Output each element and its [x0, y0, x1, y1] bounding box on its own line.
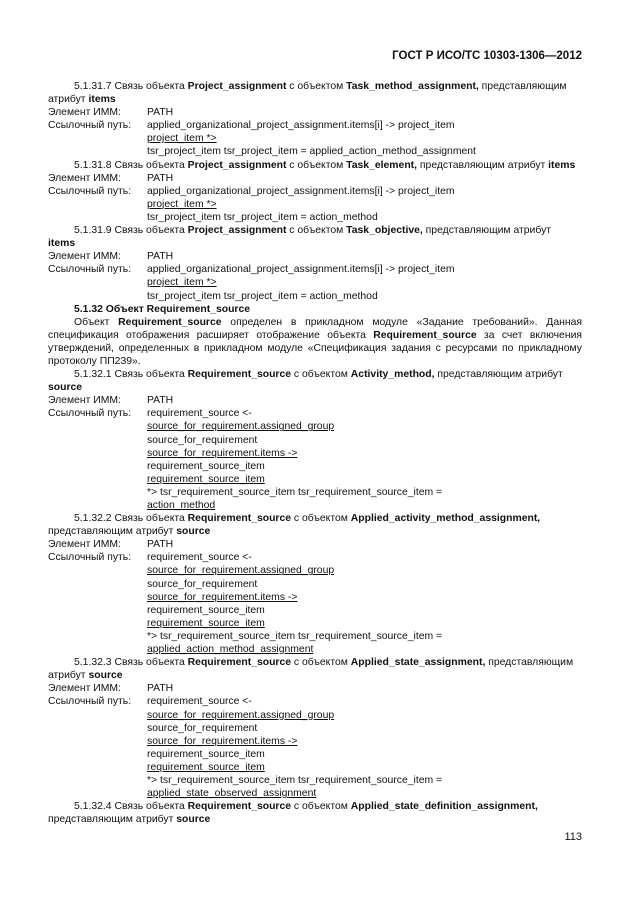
entity-name: Requirement_source — [187, 513, 292, 525]
entity-name: Activity_method, — [350, 369, 435, 381]
section-5-1-32-4 — [48, 800, 582, 826]
text: определен в прикладном модуле «Задание требований». Данная спецификация отображения расширяет отображение объекта — [48, 316, 583, 341]
entity-name: Project_assignment — [187, 159, 287, 171]
imm-label: Элемент ИММ: — [48, 107, 121, 119]
section-5-1-32-2 — [48, 512, 582, 538]
entity-name: Requirement_source — [187, 657, 292, 669]
imm-row — [48, 250, 582, 263]
entity-name: Project_assignment — [187, 81, 287, 92]
text: 5.1.32.1 Связь объекта — [74, 369, 188, 381]
path-line: action_method — [147, 500, 216, 511]
ref-path — [147, 263, 582, 302]
text: 5.1.31.8 Связь объекта — [74, 159, 188, 171]
section-5-1-31-7 — [48, 80, 582, 106]
attribute-name: source — [176, 526, 211, 538]
imm-row — [48, 106, 582, 119]
text: 5.1.32.3 Связь объекта — [74, 657, 188, 669]
text: с объектом — [286, 225, 347, 237]
page-number: 113 — [564, 831, 582, 843]
text: представляющим атрибут — [48, 814, 177, 826]
path-line: source_for_requirement.items -> — [147, 447, 298, 459]
text: с объектом — [291, 657, 351, 669]
ref-label: Ссылочный путь: — [48, 120, 132, 132]
path-line: tsr_project_item tsr_project_item = applied_action_method_assignment — [147, 146, 476, 158]
ref-row — [48, 695, 582, 800]
text: с объектом — [291, 801, 351, 813]
path-line: requirement_source <- — [147, 552, 252, 564]
ref-label: Ссылочный путь: — [48, 264, 132, 276]
text: с объектом — [286, 81, 347, 92]
ref-row — [48, 119, 582, 158]
path-line: requirement_source_item — [147, 617, 265, 629]
entity-name: Requirement_source — [118, 316, 222, 328]
path-line: requirement_source_item — [147, 473, 265, 485]
path-line: *> tsr_requirement_source_item tsr_requirement_source_item = — [147, 630, 443, 642]
ref-row — [48, 407, 582, 512]
imm-value: PATH — [147, 395, 174, 407]
path-line: requirement_source_item — [147, 748, 265, 760]
imm-label: Элемент ИММ: — [48, 395, 121, 407]
path-line: applied_organizational_project_assignment.items[i] -> project_item — [147, 120, 455, 132]
text: за счет включения утверждений, определенных в прикладном модуле «Спецификация задания с ресурсами по прикладному протоколу ПП239». — [48, 329, 582, 367]
path-line: project_item *> — [147, 277, 217, 289]
imm-value: PATH — [147, 107, 174, 119]
imm-row — [48, 172, 582, 185]
path-line: requirement_source_item — [147, 460, 265, 472]
path-line: *> tsr_requirement_source_item tsr_requirement_source_item = — [147, 486, 443, 498]
path-line: *> tsr_requirement_source_item tsr_requirement_source_item = — [147, 774, 443, 786]
text: 5.1.32.4 Связь объекта — [74, 801, 188, 813]
entity-name: Task_method_assignment, — [346, 81, 479, 92]
imm-label: Элемент ИММ: — [48, 172, 121, 184]
path-line: source_for_requirement.assigned_group — [147, 709, 335, 721]
text: 5.1.32.2 Связь объекта — [74, 513, 188, 525]
ref-label: Ссылочный путь: — [48, 185, 132, 197]
attribute-name: items — [548, 159, 576, 171]
ref-path — [147, 695, 582, 800]
entity-name: Applied_state_assignment, — [350, 657, 486, 669]
text: представляющим атрибут — [48, 526, 177, 538]
path-line: source_for_requirement.assigned_group — [147, 421, 335, 433]
path-line: requirement_source_item — [147, 761, 265, 773]
section-5-1-32-heading — [48, 303, 582, 316]
ref-label: Ссылочный путь: — [48, 696, 132, 708]
ref-row — [48, 551, 582, 656]
ref-label: Ссылочный путь: — [48, 552, 132, 564]
path-line: applied_state_observed_assignment — [147, 788, 317, 800]
section-5-1-32-1 — [48, 368, 582, 381]
entity-name: Applied_state_definition_assignment, — [350, 801, 538, 813]
path-line: requirement_source <- — [147, 696, 252, 708]
entity-name: Applied_activity_method_assignment, — [350, 513, 541, 525]
section-5-1-32-paragraph — [48, 316, 582, 368]
path-line: tsr_project_item tsr_project_item = action_method — [147, 290, 378, 302]
document-header: ГОСТ Р ИСО/ТС 10303-1306—2012 — [392, 50, 582, 62]
heading: 5.1.32 Объект Requirement_source — [74, 303, 251, 315]
path-line: applied_organizational_project_assignment.items[i] -> project_item — [147, 264, 455, 276]
text: представляющим атрибут — [48, 657, 574, 682]
text: представляющим атрибут — [434, 369, 563, 381]
imm-row — [48, 538, 582, 551]
section-5-1-31-9 — [48, 224, 582, 237]
path-line: requirement_source_item — [147, 604, 265, 616]
entity-name: Requirement_source — [187, 801, 292, 813]
attribute-name: source — [88, 670, 123, 682]
entity-name: Task_element, — [346, 159, 418, 171]
path-line: requirement_source <- — [147, 408, 252, 420]
ref-path — [147, 119, 582, 158]
text: представляющим атрибут — [422, 225, 552, 237]
imm-value: PATH — [147, 683, 174, 695]
attribute-line — [48, 381, 582, 394]
entity-name: Task_objective, — [346, 225, 423, 237]
path-line: source_for_requirement — [147, 434, 258, 446]
entity-name: Project_assignment — [187, 225, 287, 237]
text: с объектом — [291, 513, 351, 525]
section-5-1-31-8 — [48, 159, 582, 172]
ref-path — [147, 551, 582, 656]
ref-row — [48, 263, 582, 302]
path-line: applied_action_method_assignment — [147, 644, 314, 656]
imm-label: Элемент ИММ: — [48, 683, 121, 695]
text: 5.1.31.7 Связь объекта — [74, 81, 188, 92]
ref-row — [48, 185, 582, 224]
section-5-1-32-3 — [48, 656, 582, 682]
path-line: source_for_requirement — [147, 578, 258, 590]
imm-label: Элемент ИММ: — [48, 539, 121, 551]
path-line: applied_organizational_project_assignment.items[i] -> project_item — [147, 185, 455, 197]
path-line: tsr_project_item tsr_project_item = action_method — [147, 211, 378, 223]
attribute-name: items — [88, 94, 116, 106]
imm-row — [48, 682, 582, 695]
imm-row — [48, 394, 582, 407]
ref-label: Ссылочный путь: — [48, 408, 132, 420]
path-line: project_item *> — [147, 133, 217, 145]
text: представляющим атрибут — [417, 159, 549, 171]
text: с объектом — [286, 159, 347, 171]
attribute-name: source — [176, 814, 211, 826]
path-line: source_for_requirement.items -> — [147, 735, 298, 747]
entity-name: Requirement_source — [373, 329, 477, 341]
entity-name: Requirement_source — [187, 369, 292, 381]
path-line: source_for_requirement.assigned_group — [147, 565, 335, 577]
attribute-name: items — [48, 238, 76, 250]
attribute-line — [48, 237, 582, 250]
ref-path — [147, 185, 582, 224]
attribute-name: source — [48, 382, 83, 394]
path-line: source_for_requirement.items -> — [147, 591, 298, 603]
imm-value: PATH — [147, 172, 174, 184]
path-line: source_for_requirement — [147, 722, 258, 734]
ref-path — [147, 407, 582, 512]
text: 5.1.31.9 Связь объекта — [74, 225, 188, 237]
imm-value: PATH — [147, 251, 174, 263]
text: Объект — [74, 316, 119, 328]
imm-label: Элемент ИММ: — [48, 251, 121, 263]
text: представляющим атрибут — [48, 81, 567, 106]
imm-value: PATH — [147, 539, 174, 551]
path-line: project_item *> — [147, 198, 217, 210]
text: с объектом — [291, 369, 351, 381]
document-body — [48, 80, 582, 826]
